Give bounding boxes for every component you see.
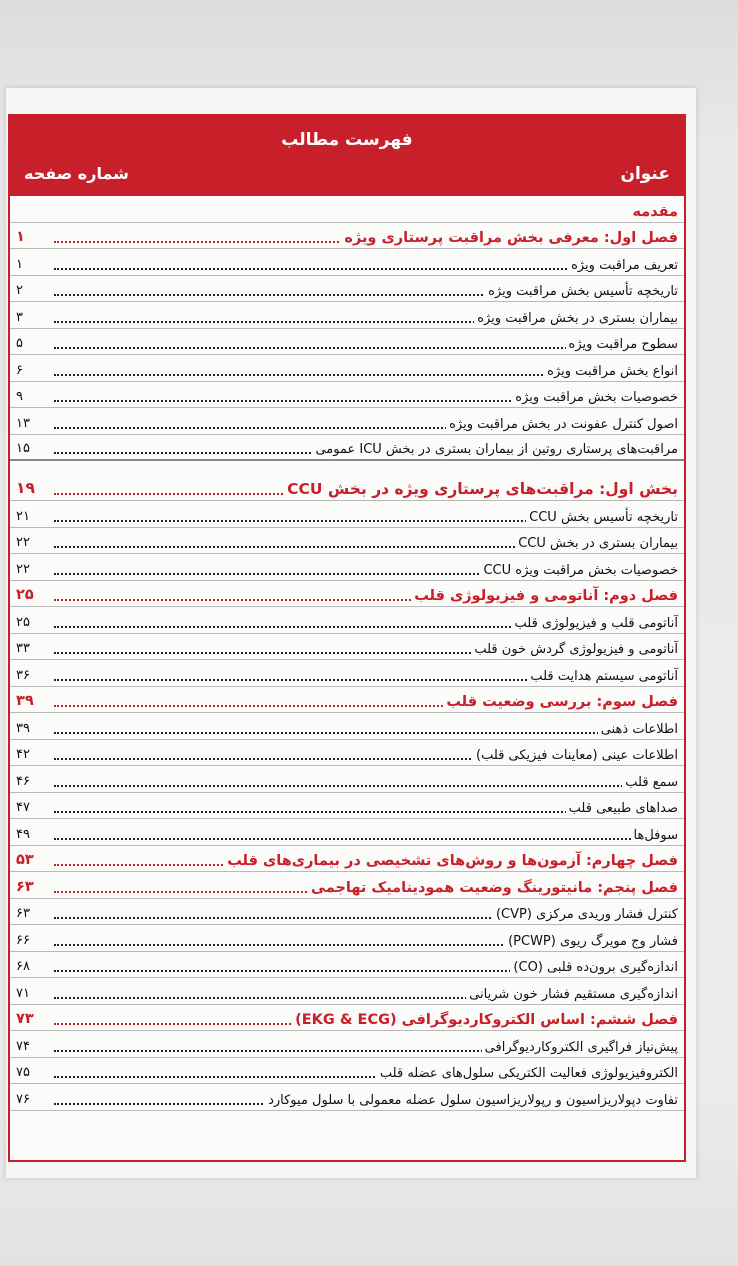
title-column-header: عنوان	[620, 164, 670, 184]
toc-entry	[10, 766, 684, 793]
toc-entry-title: فصل سوم: بررسی وضعیت قلب	[443, 694, 678, 710]
toc-entry	[10, 713, 684, 740]
toc-page-number: ۲۲	[16, 561, 30, 577]
toc-page-number: ۵۳	[16, 852, 34, 868]
toc-page-number: ۴۲	[16, 747, 30, 762]
toc-entry-title: اندازه‌گیری مستقیم فشار خون شریانی	[466, 987, 678, 1002]
toc-entry-title: تفاوت دپولاریزاسیون و رپولاریزاسیون سلول عضله معمولی با سلول میوکارد	[265, 1093, 678, 1108]
toc-page-number: ۷۶	[16, 1091, 30, 1107]
toc-entry-title: بخش اول: مراقبت‌های پرستاری ویژه در بخش CCU	[284, 480, 678, 498]
toc-entry-title: تعریف مراقبت ویژه	[568, 258, 678, 273]
toc-entry-title: الکتروفیزیولوژی فعالیت الکتریکی سلول‌های عضله قلب	[377, 1066, 678, 1081]
toc-page-number: ۴۶	[16, 773, 30, 789]
toc-page-number: ۶۶	[16, 932, 30, 948]
toc-entry-title: فصل پنجم: مانیتورینگ وضعیت همودینامیک تهاجمی	[308, 880, 678, 896]
toc-entry-title: فصل اول: معرفی بخش مراقبت پرستاری ویژه	[341, 230, 678, 246]
toc-chapter-heading	[10, 223, 684, 250]
toc-page-number: ۳۹	[16, 693, 34, 709]
toc-page-number: ۱۵	[16, 441, 30, 456]
toc-page-number: ۷۵	[16, 1065, 30, 1080]
dot-leader	[54, 732, 678, 734]
toc-entry-title: بیماران بستری در بخش CCU	[515, 536, 678, 551]
toc-page-number: ۳۳	[16, 641, 30, 656]
toc-entry	[10, 276, 684, 303]
toc-entry-title: فشار وج مویرگ ریوی (PCWP)	[505, 934, 678, 949]
dot-leader	[54, 785, 678, 787]
toc-entry-title: سطوح مراقبت ویژه	[566, 337, 678, 352]
toc-entry	[10, 660, 684, 687]
toc-chapter-heading	[10, 872, 684, 899]
toc-entry-title: آناتومی سیستم هدایت قلب	[527, 669, 678, 684]
toc-entry	[10, 952, 684, 979]
toc-entry	[10, 819, 684, 846]
toc-page-number: ۹	[16, 389, 23, 404]
toc-page-number: ۲۵	[16, 587, 34, 603]
toc-page-number: ۷۳	[16, 1011, 34, 1027]
toc-page-number: ۲	[16, 283, 23, 298]
toc-page-number: ۷۱	[16, 985, 30, 1001]
toc-page-number: ۱۹	[16, 479, 35, 497]
toc-entry	[10, 899, 684, 926]
toc-entry-title: آناتومی و فیزیولوژی گردش خون قلب	[471, 642, 678, 657]
toc-page-number: ۲۲	[16, 535, 30, 550]
toc-entry-title: مقدمه	[629, 204, 678, 220]
toc-entry-title: فصل چهارم: آزمون‌ها و روش‌های تشخیصی در بیماری‌های قلب	[224, 853, 678, 869]
toc-page-number: ۳	[16, 309, 23, 325]
toc-entry-title: اصول کنترل عفونت در بخش مراقبت ویژه	[446, 417, 678, 432]
toc-chapter-heading	[10, 461, 684, 501]
toc-page-number: ۳۶	[16, 667, 30, 683]
toc-page-number: ۱	[16, 229, 25, 245]
toc-entry	[10, 1031, 684, 1058]
toc-page-number: ۶	[16, 362, 23, 378]
toc-entry-title: پیش‌نیاز فراگیری الکتروکاردیوگرافی	[482, 1040, 678, 1055]
toc-entry-title: سوفل‌ها	[631, 828, 678, 843]
toc-entry-title: آناتومی قلب و فیزیولوژی قلب	[512, 616, 678, 631]
toc-chapter-heading	[10, 581, 684, 608]
toc-entry	[10, 1084, 684, 1111]
toc-entry-title: صداهای طبیعی قلب	[566, 801, 678, 816]
page-title: فهرست مطالب	[281, 130, 413, 150]
toc-page-number: ۴۹	[16, 826, 30, 842]
dot-leader	[54, 838, 678, 840]
toc-page-number: ۶۸	[16, 959, 30, 974]
toc-entry	[10, 925, 684, 952]
toc-entry	[10, 554, 684, 581]
toc-page-number: ۷۴	[16, 1038, 30, 1054]
toc-entry	[10, 435, 684, 462]
toc-entry-title: فصل ششم: اساس الکتروکاردیوگرافی (EKG & ECG)	[292, 1012, 678, 1028]
toc-entry	[10, 501, 684, 528]
toc-page-number: ۲۱	[16, 508, 30, 524]
toc-page-number: ۲۵	[16, 614, 30, 630]
toc-list	[10, 196, 684, 1111]
toc-chapter-heading	[10, 687, 684, 714]
toc-chapter-heading	[10, 196, 684, 223]
toc-entry	[10, 793, 684, 820]
toc-entry-title: خصوصیات بخش مراقبت ویژه CCU	[480, 563, 678, 578]
toc-entry	[10, 634, 684, 661]
toc-chapter-heading	[10, 1005, 684, 1032]
table-of-contents	[8, 114, 686, 1162]
toc-entry	[10, 740, 684, 767]
toc-page-number: ۴۷	[16, 800, 30, 815]
toc-entry-title: خصوصیات بخش مراقبت ویژه	[512, 390, 678, 405]
page-number-column-header: شماره صفحه	[24, 164, 129, 183]
toc-entry	[10, 1058, 684, 1085]
toc-entry-title: اطلاعات ذهنی	[598, 722, 678, 737]
toc-page-number: ۶۳	[16, 906, 30, 921]
toc-entry	[10, 607, 684, 634]
toc-entry-title: فصل دوم: آناتومی و فیزیولوژی قلب	[411, 588, 678, 604]
toc-entry-title: سمع قلب	[622, 775, 678, 790]
toc-entry-title: مراقبت‌های پرستاری روتین از بیماران بستری در بخش ICU عمومی	[312, 442, 678, 457]
toc-entry	[10, 249, 684, 276]
toc-entry-title: اندازه‌گیری برون‌ده قلبی (CO)	[510, 960, 678, 975]
toc-page-number: ۱	[16, 256, 23, 272]
toc-entry	[10, 329, 684, 356]
toc-page-number: ۶۳	[16, 878, 34, 895]
toc-page-number: ۱۳	[16, 415, 30, 431]
toc-header	[10, 116, 684, 196]
toc-entry-title: تاریخچه تأسیس بخش CCU	[526, 510, 678, 525]
toc-chapter-heading	[10, 846, 684, 873]
toc-entry-title: کنترل فشار وریدی مرکزی (CVP)	[493, 907, 678, 922]
toc-entry	[10, 355, 684, 382]
toc-entry	[10, 302, 684, 329]
toc-page-number: ۳۹	[16, 720, 30, 736]
toc-entry-title: بیماران بستری در بخش مراقبت ویژه	[474, 311, 678, 326]
toc-entry	[10, 978, 684, 1005]
toc-page-number: ۵	[16, 336, 23, 351]
toc-entry-title: انواع بخش مراقبت ویژه	[544, 364, 678, 379]
toc-entry	[10, 408, 684, 435]
toc-entry	[10, 382, 684, 409]
toc-entry-title: تاریخچه تأسیس بخش مراقبت ویژه	[485, 284, 678, 299]
toc-entry	[10, 528, 684, 555]
toc-entry-title: اطلاعات عینی (معاینات فیزیکی قلب)	[473, 748, 678, 763]
